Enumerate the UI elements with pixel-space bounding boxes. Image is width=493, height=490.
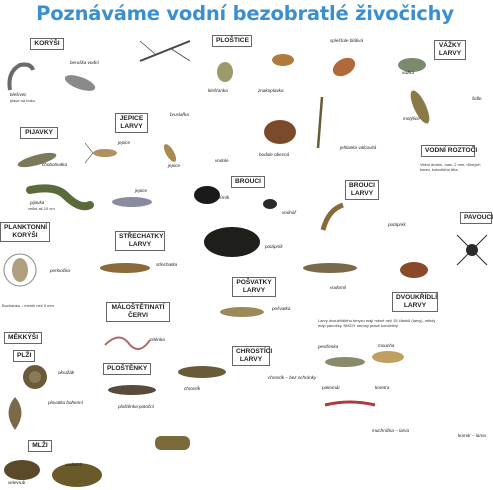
category-malostetinati: MÁLOŠTĚTINATÍ ČERVI	[106, 302, 170, 322]
desc-blesivec: plave na boku	[10, 98, 35, 103]
label-znakoplavka: znakoplavka	[258, 88, 284, 93]
beruska-illustration	[60, 68, 100, 98]
label-chobotnatka: chobotnatka	[42, 162, 68, 167]
moucha-illustration	[368, 345, 408, 370]
label-vodnar: vodnář	[282, 210, 297, 215]
page-title: Poznáváme vodní bezobratlé živočichy	[36, 2, 454, 25]
label-vodomil: vodomil	[330, 285, 346, 290]
larva-brouci-illustration	[318, 200, 348, 235]
chrostik-schranka-illustration	[150, 428, 195, 458]
label-moucha: moucha	[378, 343, 395, 348]
label-korethra: koretra	[375, 385, 390, 390]
pavouk-illustration	[455, 230, 490, 270]
label-beruska: beruška vodní	[70, 60, 99, 65]
okruzak-illustration	[15, 362, 55, 392]
chrostik-illustration	[175, 360, 230, 385]
label-plostenka: ploštěnka potoční	[118, 404, 155, 409]
label-jepice-1: jepice	[118, 140, 131, 145]
label-sidlo: šidlo	[472, 96, 482, 101]
label-blesivec: blešivec	[10, 92, 27, 97]
label-jepice-3: jepice	[135, 188, 148, 193]
nitenka-illustration	[100, 330, 155, 355]
label-motylice: motýlice	[403, 116, 420, 121]
label-potapnik-1: potápník	[265, 244, 283, 249]
label-vazka: vážka	[402, 70, 415, 75]
label-vodule: vodule	[215, 158, 229, 163]
pakomar-illustration	[320, 395, 380, 415]
category-posvatky: POŠVATKY LARVY	[232, 277, 276, 297]
vrnik-illustration	[260, 195, 280, 213]
category-strechatky: STŘECHATKY LARVY	[115, 231, 165, 251]
desc-vodni-roztoci: Velmi drobní, max. 2 mm, různých barev, kulovitého těla.	[420, 162, 481, 172]
label-jehlanka: jehlanka válcovitá	[340, 145, 377, 150]
label-bruslarka: bruslařka	[170, 112, 189, 117]
plostenka-illustration	[105, 380, 160, 400]
klestanka-illustration	[210, 57, 240, 87]
desc-pijavka: velké až 10 cm	[28, 206, 55, 211]
label-velevrub: velevrub	[8, 480, 26, 485]
label-komar-larva: komár – larva	[458, 433, 486, 438]
label-pakomar: pakomár	[322, 385, 340, 390]
category-korysi: KORÝŠI	[30, 38, 64, 50]
bruslarka-illustration	[135, 36, 195, 66]
pestrenka-illustration	[320, 352, 370, 372]
desc-dvoukridli: Larvy dvoukřídlého hmyzu mají méně než 15 článků (larvy), někdy mají panožky, NIKDY nemají pravé končetiny.	[318, 318, 436, 328]
vazka-illustration	[390, 50, 435, 80]
chobotnatka-illustration	[15, 150, 60, 170]
saidlo-illustration	[400, 85, 440, 130]
category-mekkysi: MĚKKÝŠI	[4, 332, 42, 344]
category-vodni-roztoci: VODNÍ ROZTOČI	[421, 145, 475, 157]
blesivec-illustration	[5, 60, 35, 95]
potapnik-illustration	[200, 222, 265, 262]
label-jepice-2: jepice	[168, 163, 181, 168]
label-spletule: splešťule blátivá	[330, 38, 364, 43]
bodule-illustration	[258, 112, 303, 152]
category-chrostici: CHROSTÍCI LARVY	[232, 346, 270, 366]
category-planktonni: PLANKTONNÍ KORÝŠI	[0, 222, 50, 242]
label-klestanka: klešťanka	[208, 88, 228, 93]
label-chrostik-2: chrostík – bez schránky	[268, 375, 317, 380]
category-pijavky: PIJAVKY	[20, 127, 58, 139]
znakoplavka-illustration	[265, 45, 300, 75]
label-muchnicka: muchnička – larva	[372, 428, 410, 433]
category-brouci: BROUCI	[231, 176, 265, 188]
category-mlzi: MLŽI	[28, 440, 52, 452]
label-bodule: bodule obecná	[259, 152, 290, 157]
label-okruzak: okružák	[58, 370, 75, 375]
label-posvatka: pošvatka	[272, 306, 291, 311]
spletule-illustration	[322, 45, 367, 90]
roztoc-illustration	[397, 258, 432, 283]
label-strechatka: střechatka	[156, 262, 178, 267]
category-vazky: VÁŽKY LARVY	[434, 40, 466, 60]
jehlanka-illustration	[310, 95, 330, 150]
plovatka-illustration	[0, 392, 30, 432]
category-plostice: PLOŠTICE	[212, 35, 252, 47]
jepice3-illustration	[105, 190, 160, 215]
category-plostenky: PLOŠTĚNKY	[103, 363, 151, 375]
category-brouci-larvy: BROUCI LARVY	[345, 180, 379, 200]
label-pijavka: pijavka	[30, 200, 45, 205]
label-perloocka: perloočka	[50, 268, 70, 273]
category-jepice: JEPICE LARVY	[115, 113, 148, 133]
perloocka-illustration	[0, 248, 40, 293]
label-vodouch: vodouch	[65, 462, 83, 467]
category-plzi: PLŽI	[13, 350, 35, 362]
label-potapnik-2: potápník	[388, 222, 406, 227]
label-nitenka: nitěnka	[150, 337, 165, 342]
category-pavouci: PAVOUCI	[460, 212, 492, 224]
desc-planktonni: Buchanka – menší než 3 mm	[2, 303, 54, 308]
label-vrnik: vírník	[218, 195, 230, 200]
category-dvoukridli: DVOUKŘÍDLÍ LARVY	[392, 292, 438, 312]
strechatka-illustration	[95, 258, 155, 278]
vodomil-illustration	[300, 258, 360, 278]
label-chrostik-1: chrostík	[184, 386, 201, 391]
label-plovatka: plovatka bahenní	[48, 400, 83, 405]
label-pestrenka: pestřenka	[318, 344, 339, 349]
posvatka-illustration	[215, 300, 270, 325]
